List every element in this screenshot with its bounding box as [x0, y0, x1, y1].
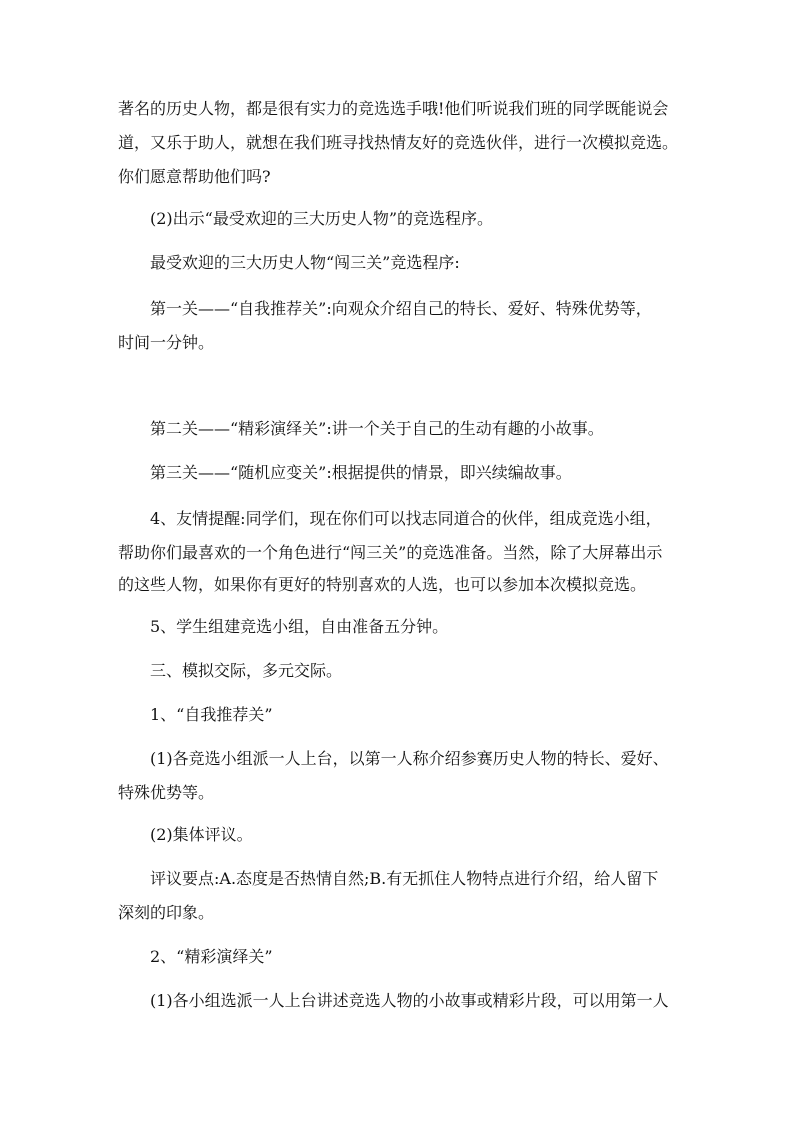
text-line: 1、“自我推荐关” [150, 705, 273, 724]
text-line: 4、友情提醒:同学们，现在你们可以找志同道合的伙伴，组成竞选小组， [150, 509, 662, 528]
text-line: (1)各小组选派一人上台讲述竞选人物的小故事或精彩片段，可以用第一人 [150, 991, 669, 1010]
text-line: 三、模拟交际，多元交际。 [150, 661, 343, 680]
text-line: 2、“精彩演绎关” [150, 947, 273, 966]
text-line: 第三关——“随机应变关”:根据提供的情景，即兴续编故事。 [150, 463, 572, 482]
text-line: 第二关——“精彩演绎关”:讲一个关于自己的生动有趣的小故事。 [150, 419, 604, 438]
text-line: 评议要点:A.态度是否热情自然;B.有无抓住人物特点进行介绍，给人留下 [150, 869, 659, 888]
text-line: 特殊优势等。 [118, 783, 215, 802]
text-line: (2)出示“最受欢迎的三大历史人物”的竞选程序。 [150, 209, 494, 228]
text-line: 著名的历史人物，都是很有实力的竞选选手哦!他们听说我们班的同学既能说会 [118, 99, 669, 118]
text-line: 的这些人物，如果你有更好的特别喜欢的人选，也可以参加本次模拟竞选。 [118, 575, 647, 594]
text-line: 最受欢迎的三大历史人物“闯三关”竞选程序: [150, 253, 460, 272]
text-line: 你们愿意帮助他们吗? [118, 167, 271, 186]
text-line: 第一关——“自我推荐关”:向观众介绍自己的特长、爱好、特殊优势等， [150, 299, 652, 318]
text-line: 时间一分钟。 [118, 333, 215, 352]
text-line: (2)集体评议。 [150, 825, 253, 844]
text-line: 深刻的印象。 [118, 903, 215, 922]
text-line: 5、学生组建竞选小组，自由准备五分钟。 [150, 617, 449, 636]
text-line: 帮助你们最喜欢的一个角色进行“闯三关”的竞选准备。当然，除了大屏幕出示 [118, 543, 663, 562]
text-line: (1)各竞选小组派一人上台，以第一人称介绍参赛历史人物的特长、爱好、 [150, 749, 669, 768]
text-line: 道，又乐于助人，就想在我们班寻找热情友好的竞选伙伴，进行一次模拟竞选。 [118, 133, 679, 152]
